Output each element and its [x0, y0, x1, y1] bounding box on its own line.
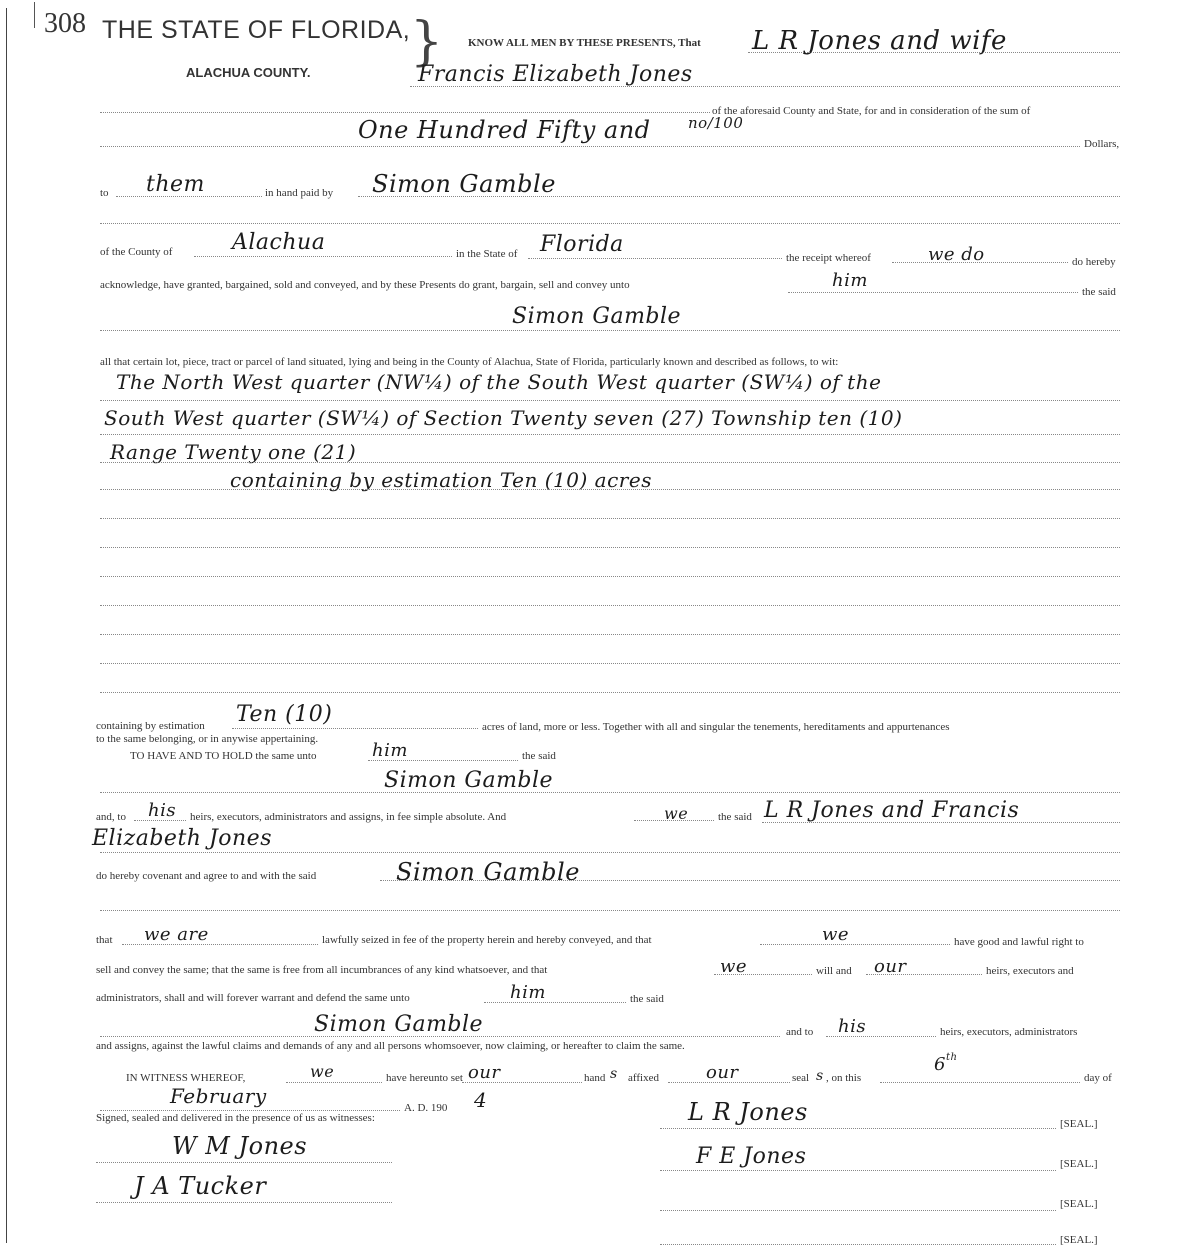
- our-3: our: [706, 1062, 739, 1083]
- assigns-text: and assigns, against the lawful claims and demands of any and all persons whomsoever, now claiming, or hereafter to claim the same.: [96, 1040, 685, 1052]
- that-label: that: [96, 934, 113, 946]
- witness-1-sig: W M Jones: [172, 1132, 308, 1160]
- to-whom: them: [146, 172, 205, 197]
- dotted-line: [100, 330, 1120, 331]
- acknowledge-text: acknowledge, have granted, bargained, sold and conveyed, and by these Presents do grant, bargain, sell and convey unto: [100, 279, 630, 291]
- dotted-line: [100, 910, 1120, 911]
- dotted-line: [866, 974, 982, 975]
- dotted-line: [286, 1082, 382, 1083]
- left-margin-line: [6, 8, 7, 1243]
- all-that-text: all that certain lot, piece, tract or parcel of land situated, lying and being in the County of Alachua, State of Florida, particularly known and described as follows, to wit:: [100, 356, 839, 368]
- dotted-line: [100, 792, 1120, 793]
- dotted-line: [760, 944, 950, 945]
- dotted-line: [660, 1244, 1056, 1245]
- dotted-line: [232, 728, 478, 729]
- witness-2-sig: J A Tucker: [134, 1172, 267, 1200]
- seal-4: [SEAL.]: [1060, 1234, 1098, 1246]
- containing-label: containing by estimation: [96, 720, 205, 732]
- aforesaid-text: of the aforesaid County and State, for and in consideration of the sum of: [712, 105, 1031, 117]
- signature-1: L R Jones: [688, 1098, 808, 1126]
- dotted-line: [100, 223, 1120, 224]
- witness-label: IN WITNESS WHEREOF,: [126, 1072, 246, 1084]
- our-1: our: [874, 956, 907, 977]
- hold-grantee: Simon Gamble: [384, 768, 554, 793]
- our-2: our: [468, 1062, 501, 1083]
- dotted-line: [358, 196, 1120, 197]
- dotted-line: [100, 146, 1080, 147]
- do-hereby-label: do hereby: [1072, 256, 1116, 268]
- description-line-4: containing by estimation Ten (10) acres: [230, 468, 652, 492]
- grantee-name: Simon Gamble: [512, 304, 682, 329]
- receipt-by: we do: [928, 244, 985, 265]
- dotted-line: [528, 258, 782, 259]
- dotted-line: [134, 820, 186, 821]
- dotted-line: [880, 1082, 1080, 1083]
- dotted-line: [368, 760, 518, 761]
- the-said-label-3: the said: [718, 811, 752, 823]
- dotted-line: [100, 663, 1120, 664]
- in-hand-label: in hand paid by: [265, 187, 334, 199]
- we-2: we: [822, 924, 850, 945]
- day-suffix: th: [946, 1052, 958, 1063]
- the-said-label-4: the said: [630, 993, 664, 1005]
- dotted-line: [122, 944, 318, 945]
- convey-unto: him: [832, 270, 868, 291]
- know-all-men: KNOW ALL MEN BY THESE PRESENTS, That: [468, 37, 701, 49]
- receipt-label: the receipt whereof: [786, 252, 871, 264]
- county-heading: ALACHUA COUNTY.: [186, 65, 311, 80]
- grantor-line-1: L R Jones and wife: [752, 26, 1007, 56]
- top-left-curve: [34, 2, 35, 28]
- dotted-line: [410, 86, 1120, 87]
- administrators-text: administrators, shall and will forever warrant and defend the same unto: [96, 992, 410, 1004]
- on-this-label: , on this: [826, 1072, 862, 1084]
- covenant-with: Simon Gamble: [396, 858, 580, 886]
- page-number: 308: [44, 8, 86, 39]
- day-of-label: day of: [1084, 1072, 1112, 1084]
- day-value: 6: [934, 1054, 946, 1075]
- county-value: Alachua: [232, 230, 326, 255]
- his-1: his: [148, 800, 177, 821]
- dotted-line: [100, 518, 1120, 519]
- and-to-label: and, to: [96, 811, 126, 823]
- state-heading: THE STATE OF FLORIDA,: [102, 16, 411, 44]
- the-said-label-2: the said: [522, 750, 556, 762]
- brace: }: [410, 12, 444, 72]
- dotted-line: [634, 820, 714, 821]
- acres-text: acres of land, more or less. Together with all and singular the tenements, hereditaments and appurtenances: [482, 721, 950, 733]
- good-right-text: have good and lawful right to: [954, 936, 1084, 948]
- we-1: we: [664, 804, 689, 823]
- dotted-line: [100, 434, 1120, 435]
- defend-unto: him: [510, 982, 546, 1003]
- dotted-line: [194, 256, 452, 257]
- hold-unto: him: [372, 740, 408, 761]
- ad-label: A. D. 190: [404, 1102, 448, 1114]
- heirs-exec-text: heirs, executors, administrators and assigns, in fee simple absolute. And: [190, 811, 507, 823]
- will-and-text: will and: [816, 965, 852, 977]
- and-to-label-2: and to: [786, 1026, 814, 1038]
- paid-by: Simon Gamble: [372, 170, 556, 198]
- dotted-line: [748, 52, 1120, 53]
- seal-3: [SEAL.]: [1060, 1198, 1098, 1210]
- hand-label: hand: [584, 1072, 606, 1084]
- dotted-line: [96, 1202, 392, 1203]
- we-are: we are: [144, 924, 209, 945]
- dotted-line: [116, 196, 262, 197]
- dotted-line: [100, 547, 1120, 548]
- belonging-text: to the same belonging, or in anywise appertaining.: [96, 733, 319, 745]
- dotted-line: [100, 1110, 400, 1111]
- dollars-text: Dollars,: [1084, 138, 1120, 150]
- his-2: his: [838, 1016, 867, 1037]
- state-value: Florida: [540, 232, 624, 257]
- dotted-line: [100, 400, 1120, 401]
- seal-label: seal: [792, 1072, 810, 1084]
- dotted-line: [100, 576, 1120, 577]
- sum-fraction: no/100: [688, 114, 744, 132]
- to-label: to: [100, 187, 109, 199]
- dotted-line: [892, 262, 1068, 263]
- grantors-b: Elizabeth Jones: [92, 826, 272, 851]
- dotted-line: [762, 822, 1120, 823]
- dotted-line: [100, 489, 1120, 490]
- heirs-exec-and-text: heirs, executors and: [986, 965, 1074, 977]
- acres-value: Ten (10): [236, 702, 333, 727]
- dotted-line: [100, 112, 710, 113]
- dotted-line: [788, 292, 1078, 293]
- signature-2: F E Jones: [696, 1144, 807, 1169]
- month-value: February: [170, 1084, 267, 1108]
- description-line-2: South West quarter (SW¼) of Section Twenty seven (27) Township ten (10): [104, 406, 903, 430]
- dotted-line: [100, 462, 1120, 463]
- the-said-label-1: the said: [1082, 286, 1116, 298]
- dotted-line: [100, 692, 1120, 693]
- dotted-line: [714, 974, 812, 975]
- signed-text: Signed, sealed and delivered in the presence of us as witnesses:: [96, 1112, 375, 1124]
- county-of-label: of the County of: [100, 246, 173, 258]
- dotted-line: [660, 1210, 1056, 1211]
- dotted-line: [100, 852, 1120, 853]
- we-3: we: [720, 956, 748, 977]
- sum-amount: One Hundred Fifty and: [358, 116, 651, 144]
- affixed-label: affixed: [628, 1072, 659, 1084]
- description-line-1: The North West quarter (NW¼) of the South West quarter (SW¼) of the: [116, 370, 882, 394]
- grantors-a: L R Jones and Francis: [764, 798, 1020, 823]
- hereunto-label: have hereunto set: [386, 1072, 463, 1084]
- dotted-line: [462, 1082, 582, 1083]
- hand-s: s: [610, 1066, 618, 1082]
- dotted-line: [380, 880, 1120, 881]
- heirs-exec-admin-text: heirs, executors, administrators: [940, 1026, 1078, 1038]
- state-of-label: in the State of: [456, 248, 518, 260]
- to-have-label: TO HAVE AND TO HOLD the same unto: [130, 750, 317, 762]
- defend-grantee: Simon Gamble: [314, 1012, 484, 1037]
- dotted-line: [484, 1002, 626, 1003]
- year-digit: 4: [474, 1088, 488, 1112]
- description-line-3: Range Twenty one (21): [110, 440, 357, 464]
- dotted-line: [100, 605, 1120, 606]
- lawfully-text: lawfully seized in fee of the property herein and hereby conveyed, and that: [322, 934, 652, 946]
- dotted-line: [96, 1162, 392, 1163]
- dotted-line: [100, 1036, 780, 1037]
- seal-1: [SEAL.]: [1060, 1118, 1098, 1130]
- grantor-line-2: Francis Elizabeth Jones: [418, 62, 693, 87]
- dotted-line: [826, 1036, 936, 1037]
- dotted-line: [668, 1082, 790, 1083]
- dotted-line: [100, 634, 1120, 635]
- seal-2: [SEAL.]: [1060, 1158, 1098, 1170]
- sell-convey-text: sell and convey the same; that the same is free from all incumbrances of any kind whatsoever, and that: [96, 964, 548, 976]
- seal-s: s: [816, 1068, 824, 1084]
- dotted-line: [660, 1128, 1056, 1129]
- dotted-line: [660, 1170, 1056, 1171]
- covenant-text: do hereby covenant and agree to and with the said: [96, 870, 317, 882]
- we-4: we: [310, 1062, 335, 1081]
